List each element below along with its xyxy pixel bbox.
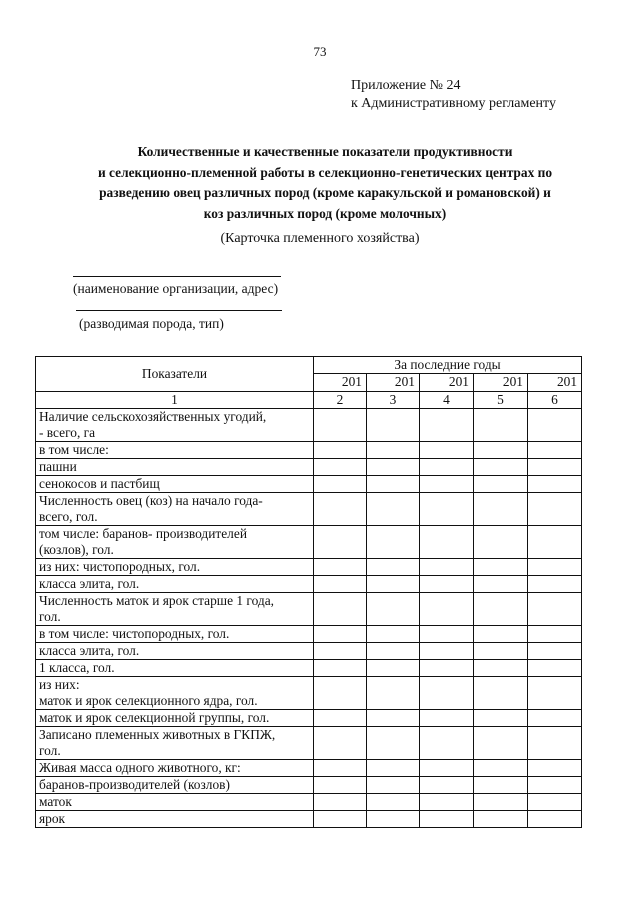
value-cell — [367, 777, 420, 794]
value-cell — [314, 677, 367, 710]
table-row — [36, 493, 582, 526]
value-cell — [314, 442, 367, 459]
value-cell — [367, 660, 420, 677]
value-cell — [314, 643, 367, 660]
value-cell — [474, 493, 528, 526]
value-cell — [314, 526, 367, 559]
value-cell — [474, 777, 528, 794]
value-cell — [528, 760, 582, 777]
indicator-header: Показатели — [36, 357, 314, 392]
table-row — [36, 626, 582, 643]
value-cell — [474, 476, 528, 493]
value-cell — [420, 811, 474, 828]
value-cell — [367, 409, 420, 442]
value-cell — [367, 576, 420, 593]
value-cell — [420, 777, 474, 794]
value-cell — [474, 593, 528, 626]
column-number-row — [36, 392, 582, 409]
title-line: коз различных пород (кроме молочных) — [203, 205, 447, 221]
organization-blank-line — [73, 276, 281, 277]
indicator-label — [36, 493, 314, 526]
value-cell — [420, 710, 474, 727]
value-cell — [420, 409, 474, 442]
indicator-label-line: из них: — [39, 677, 80, 692]
value-cell — [314, 409, 367, 442]
value-cell — [314, 794, 367, 811]
value-cell — [474, 727, 528, 760]
indicator-label-line: Наличие сельскохозяйственных угодий, — [39, 409, 267, 424]
value-cell — [528, 576, 582, 593]
value-cell — [528, 459, 582, 476]
column-number: 4 — [420, 392, 474, 409]
value-cell — [474, 526, 528, 559]
indicator-label — [36, 442, 314, 459]
value-cell — [420, 643, 474, 660]
value-cell — [367, 493, 420, 526]
value-cell — [474, 409, 528, 442]
value-cell — [474, 660, 528, 677]
indicator-label-line: маток и ярок селекционной группы, гол. — [39, 710, 270, 725]
value-cell — [314, 476, 367, 493]
indicator-label — [36, 409, 314, 442]
indicator-label-line: 1 класса, гол. — [39, 660, 115, 675]
value-cell — [528, 476, 582, 493]
indicator-label-line: пашни — [39, 459, 77, 474]
year-cell: 201 — [367, 374, 420, 392]
value-cell — [314, 777, 367, 794]
value-cell — [367, 626, 420, 643]
value-cell — [367, 526, 420, 559]
indicator-label-line: Живая масса одного животного, кг: — [39, 760, 241, 775]
years-header: За последние годы — [314, 357, 582, 374]
indicator-label — [36, 626, 314, 643]
value-cell — [528, 727, 582, 760]
indicator-label — [36, 593, 314, 626]
value-cell — [528, 643, 582, 660]
indicator-label-line: гол. — [39, 609, 61, 624]
value-cell — [314, 710, 367, 727]
year-cell: 201 — [420, 374, 474, 392]
indicator-label — [36, 777, 314, 794]
indicator-label — [36, 526, 314, 559]
value-cell — [314, 811, 367, 828]
indicator-label — [36, 760, 314, 777]
page-number: 73 — [313, 44, 327, 59]
header-row — [36, 357, 582, 374]
value-cell — [528, 626, 582, 643]
table-row — [36, 660, 582, 677]
value-cell — [528, 409, 582, 442]
value-cell — [474, 559, 528, 576]
indicator-label — [36, 576, 314, 593]
indicator-label-line: из них: чистопородных, гол. — [39, 559, 201, 574]
value-cell — [420, 727, 474, 760]
table-row — [36, 442, 582, 459]
value-cell — [420, 760, 474, 777]
value-cell — [314, 727, 367, 760]
value-cell — [474, 760, 528, 777]
indicators-table — [35, 356, 582, 828]
table-row — [36, 476, 582, 493]
indicator-label — [36, 643, 314, 660]
table-row — [36, 710, 582, 727]
value-cell — [420, 476, 474, 493]
table-row — [36, 643, 582, 660]
year-cell: 201 — [314, 374, 367, 392]
value-cell — [528, 777, 582, 794]
value-cell — [528, 710, 582, 727]
document-title — [40, 142, 610, 224]
value-cell — [314, 660, 367, 677]
indicator-label — [36, 677, 314, 710]
value-cell — [474, 459, 528, 476]
value-cell — [420, 493, 474, 526]
value-cell — [528, 493, 582, 526]
table-row — [36, 777, 582, 794]
value-cell — [420, 459, 474, 476]
value-cell — [528, 593, 582, 626]
indicator-label — [36, 476, 314, 493]
column-number: 3 — [367, 392, 420, 409]
value-cell — [474, 811, 528, 828]
value-cell — [420, 794, 474, 811]
value-cell — [314, 459, 367, 476]
value-cell — [528, 794, 582, 811]
value-cell — [528, 811, 582, 828]
indicator-label — [36, 710, 314, 727]
table-row — [36, 760, 582, 777]
column-number: 6 — [528, 392, 582, 409]
value-cell — [474, 442, 528, 459]
column-number: 1 — [36, 392, 314, 409]
value-cell — [528, 677, 582, 710]
indicator-label-line: Численность овец (коз) на начало года- — [39, 493, 263, 508]
value-cell — [420, 442, 474, 459]
value-cell — [474, 710, 528, 727]
table-row — [36, 811, 582, 828]
value-cell — [528, 660, 582, 677]
value-cell — [367, 760, 420, 777]
indicator-label-line: маток — [39, 794, 72, 809]
year-cell: 201 — [528, 374, 582, 392]
value-cell — [528, 526, 582, 559]
table-row — [36, 677, 582, 710]
value-cell — [420, 677, 474, 710]
value-cell — [367, 442, 420, 459]
value-cell — [314, 493, 367, 526]
value-cell — [420, 626, 474, 643]
title-line: Количественные и качественные показатели продуктивности — [137, 144, 513, 159]
value-cell — [314, 760, 367, 777]
value-cell — [367, 593, 420, 626]
indicator-label — [36, 794, 314, 811]
card-subtitle: (Карточка племенного хозяйства) — [220, 231, 420, 246]
title-line: разведению овец различных пород (кроме каракульской и романовской) и — [99, 185, 551, 200]
table-row — [36, 409, 582, 442]
indicator-label-line: (козлов), гол. — [39, 542, 114, 557]
indicator-label — [36, 559, 314, 576]
value-cell — [367, 559, 420, 576]
indicator-label-line: баранов-производителей (козлов) — [39, 777, 230, 792]
value-cell — [314, 576, 367, 593]
table-row — [36, 526, 582, 559]
organization-caption: (наименование организации, адрес) — [73, 281, 279, 296]
column-number: 5 — [474, 392, 528, 409]
value-cell — [367, 811, 420, 828]
value-cell — [314, 626, 367, 643]
value-cell — [367, 476, 420, 493]
table-row — [36, 727, 582, 760]
value-cell — [367, 727, 420, 760]
value-cell — [420, 526, 474, 559]
indicator-label-line: маток и ярок селекционного ядра, гол. — [39, 693, 258, 708]
value-cell — [367, 459, 420, 476]
breed-blank-line — [76, 310, 282, 311]
value-cell — [367, 677, 420, 710]
table-row — [36, 559, 582, 576]
value-cell — [314, 593, 367, 626]
value-cell — [474, 643, 528, 660]
indicator-label-line: класса элита, гол. — [39, 576, 140, 591]
value-cell — [420, 576, 474, 593]
value-cell — [314, 559, 367, 576]
indicator-label-line: том числе: баранов- производителей — [39, 526, 247, 541]
appendix-reference: к Административному регламенту — [351, 96, 556, 111]
value-cell — [528, 559, 582, 576]
indicator-label-line: сенокосов и пастбищ — [39, 476, 160, 491]
indicator-label — [36, 459, 314, 476]
value-cell — [474, 677, 528, 710]
table-row — [36, 794, 582, 811]
indicator-label-line: ярок — [39, 811, 66, 826]
value-cell — [474, 626, 528, 643]
indicator-label — [36, 811, 314, 828]
appendix-number: Приложение № 24 — [351, 78, 461, 93]
indicator-label-line: - всего, га — [39, 425, 96, 440]
indicator-label — [36, 727, 314, 760]
value-cell — [367, 710, 420, 727]
value-cell — [367, 794, 420, 811]
table-row — [36, 459, 582, 476]
column-number: 2 — [314, 392, 367, 409]
value-cell — [528, 442, 582, 459]
value-cell — [420, 593, 474, 626]
indicator-label-line: Численность маток и ярок старше 1 года, — [39, 593, 274, 608]
value-cell — [367, 643, 420, 660]
indicator-label-line: гол. — [39, 743, 61, 758]
breed-caption: (разводимая порода, тип) — [79, 316, 224, 331]
value-cell — [420, 660, 474, 677]
value-cell — [474, 794, 528, 811]
indicator-label-line: в том числе: чистопородных, гол. — [39, 626, 230, 641]
indicator-label-line: Записано племенных животных в ГКПЖ, — [39, 727, 276, 742]
indicator-label-line: всего, гол. — [39, 509, 98, 524]
year-cell: 201 — [474, 374, 528, 392]
indicator-label — [36, 660, 314, 677]
value-cell — [474, 576, 528, 593]
value-cell — [420, 559, 474, 576]
table-row — [36, 593, 582, 626]
table-row — [36, 576, 582, 593]
indicator-label-line: в том числе: — [39, 442, 109, 457]
title-line: и селекционно-племенной работы в селекционно-генетических центрах по — [97, 164, 553, 180]
indicator-label-line: класса элита, гол. — [39, 643, 140, 658]
